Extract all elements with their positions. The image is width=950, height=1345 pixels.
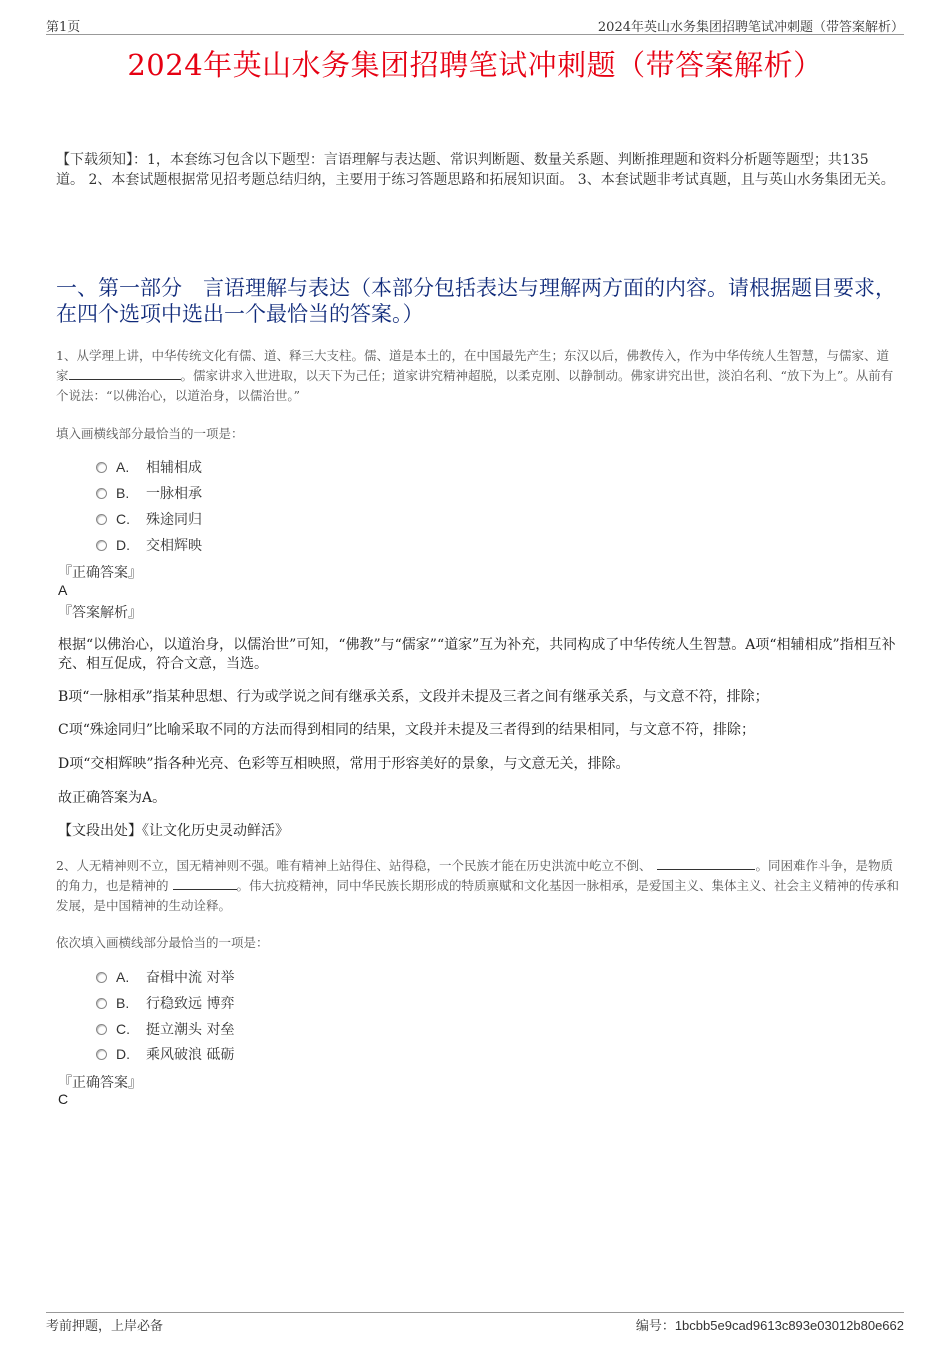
question-1-correct-label: 『正确答案』 — [58, 565, 142, 581]
radio-button-icon[interactable] — [96, 514, 107, 525]
document-title: 2024年英山水务集团招聘笔试冲刺题（带答案解析） — [127, 48, 823, 82]
radio-button-icon[interactable] — [96, 462, 107, 473]
question-2-text: 2、人无精神则不立，国无精神则不强。唯有精神上站得住、站得稳，一个民族才能在历史洪流中屹立不倒、 。同困难作斗争，是物质的角力，也是精神的 。伟大抗疫精神，同中华民族长期形成的特质禀赋和文化基因一脉相承，是爱国主义、集体主义、社会主义精神的传承和发展，是中国精神的生动诠释。 — [56, 858, 900, 913]
question-2-prompt: 依次填入画横线部分最恰当的一项是： — [56, 935, 269, 950]
radio-button-icon[interactable] — [96, 540, 107, 551]
page-footer — [46, 1312, 904, 1334]
question-1-option-c[interactable]: C. 殊途同归 — [96, 509, 202, 529]
question-1-option-b[interactable]: B. 一脉相承 — [96, 483, 202, 503]
analysis-paragraph: B项“一脉相承”指某种思想、行为或学说之间有继承关系，文段并未提及三者之间有继承关系，与文意不符，排除； — [58, 689, 769, 705]
question-1-answer: A — [58, 582, 68, 598]
fill-blank — [69, 366, 181, 380]
question-2-correct-label: 『正确答案』 — [58, 1075, 142, 1091]
question-2-answer: C — [58, 1091, 69, 1107]
question-1-text: 1、从学理上讲，中华传统文化有儒、道、释三大支柱。儒、道是本土的，在中国最先产生；东汉以后，佛教传入，作为中华传统人生智慧，与儒家、道家 。儒家讲求入世进取，以天下为己任；道家讲究精神超脱，以柔克刚、以静制动。佛家讲究出世，淡泊名利、“放下为上”。从前有个说法：“以佛治心，以道治身，以儒治世。” — [56, 348, 894, 403]
passage-source: 【文段出处】《让文化历史灵动鲜活》 — [58, 823, 289, 839]
analysis-paragraph: 根据“以佛治心，以道治身，以儒治世”可知，“佛教”与“儒家”“道家”互为补充，共同构成了中华传统人生智慧。A项“相辅相成”指相互补充、相互促成，符合文意，当选。 — [58, 637, 896, 672]
radio-button-icon[interactable] — [96, 488, 107, 499]
question-1-option-d[interactable]: D. 交相辉映 — [96, 535, 202, 555]
analysis-paragraph: C项“殊途同归”比喻采取不同的方法而得到相同的结果，文段并未提及三者得到的结果相同，与文意不符，排除； — [58, 722, 756, 738]
question-2-option-d[interactable]: D. 乘风破浪 砥砺 — [96, 1044, 234, 1064]
footer-slogan: 考前押题，上岸必备 — [46, 1319, 164, 1334]
analysis-paragraph: D项“交相辉映”指各种光亮、色彩等互相映照，常用于形容美好的景象，与文意无关，排除。 — [58, 756, 630, 772]
radio-button-icon[interactable] — [96, 1024, 107, 1035]
radio-button-icon[interactable] — [96, 972, 107, 983]
section-title: 一、第一部分 言语理解与表达（本部分包括表达与理解两方面的内容。请根据题目要求，在四个选项中选出一个最恰当的答案。） — [56, 276, 896, 326]
radio-button-icon[interactable] — [96, 1049, 107, 1060]
question-1-analysis-label: 『答案解析』 — [58, 605, 142, 621]
question-1-option-a[interactable]: A. 相辅相成 — [96, 457, 202, 477]
page-number: 第1页 — [46, 20, 81, 35]
fill-blank — [657, 856, 755, 870]
question-2-option-a[interactable]: A. 奋楫中流 对举 — [96, 967, 234, 987]
header-doc-title: 2024年英山水务集团招聘笔试冲刺题（带答案解析） — [597, 20, 904, 35]
radio-button-icon[interactable] — [96, 998, 107, 1009]
download-notice: 【下载须知】：1，本套练习包含以下题型：言语理解与表达题、常识判断题、数量关系题、判断推理题和资料分析题等题型；共135道。 2、本套试题根据常见招考题总结归纳，主要用于练习答题思路和拓展知识面。 3、本套试题非考试真题，且与英山水务集团无关。 — [56, 152, 895, 188]
question-1-prompt: 填入画横线部分最恰当的一项是： — [56, 426, 244, 441]
question-2-option-b[interactable]: B. 行稳致远 博弈 — [96, 993, 234, 1013]
question-2-option-c[interactable]: C. 挺立潮头 对垒 — [96, 1019, 234, 1039]
fill-blank — [173, 876, 237, 890]
analysis-conclusion: 故正确答案为A。 — [58, 790, 167, 806]
footer-code: 编号：1bcbb5e9cad9613c893e03012b80e662 — [635, 1318, 904, 1334]
page-header — [46, 14, 904, 35]
